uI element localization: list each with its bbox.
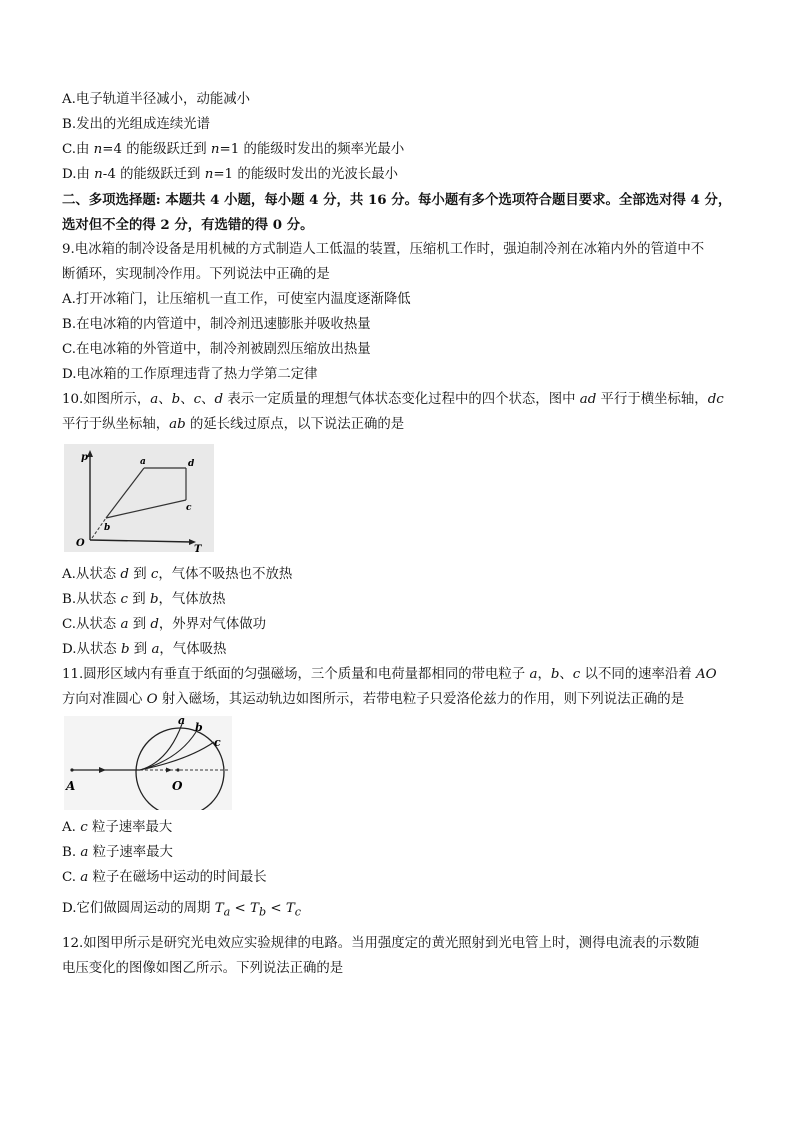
q10-pt-diagram-svg bbox=[64, 444, 214, 552]
q11-stem-line1: 11.圆形区域内有垂直于纸面的匀强磁场，三个质量和电荷量都相同的带电粒子 a，b、c 以不同的速率沿着 AO bbox=[62, 667, 717, 682]
label-A: A bbox=[66, 779, 76, 793]
q8-option-b: B.发出的光组成连续光谱 bbox=[62, 117, 211, 132]
q12-stem-line1: 12.如图甲所示是研究光电效应实验规律的电路。当用强度定的黄光照射到光电管上时，测得电流表的示数随 bbox=[62, 936, 700, 951]
label-O: O bbox=[76, 538, 85, 549]
point-a bbox=[70, 768, 73, 771]
q10-option-b: B.从状态 c 到 b，气体放热 bbox=[62, 592, 226, 607]
q9-stem-line2: 断循环，实现制冷作用。下列说法中正确的是 bbox=[62, 267, 330, 282]
q11-option-c: C. a 粒子在磁场中运动的时间最长 bbox=[62, 870, 267, 885]
q11-option-b: B. a 粒子速率最大 bbox=[62, 845, 173, 860]
q8-option-d: D.由 n-4 的能级跃迁到 n=1 的能级时发出的光波长最小 bbox=[62, 167, 399, 182]
label-O: O bbox=[172, 779, 183, 793]
q9-option-a: A.打开冰箱门，让压缩机一直工作，可使室内温度逐渐降低 bbox=[62, 292, 411, 307]
center-o bbox=[176, 768, 179, 771]
q10-pt-diagram bbox=[64, 444, 214, 552]
q12-stem-line2: 电压变化的图像如图乙所示。下列说法正确的是 bbox=[62, 961, 344, 976]
field-circle bbox=[136, 728, 224, 810]
label-d: d bbox=[188, 459, 195, 469]
label-c: c bbox=[214, 736, 221, 749]
section2-heading-line1: 二、多项选择题: 本题共 4 小题，每小题 4 分，共 16 分。每小题有多个选项符合题目要求。全部选对得 4 分， bbox=[62, 192, 732, 208]
label-b: b bbox=[104, 523, 111, 533]
q10-option-d: D.从状态 b 到 a，气体吸热 bbox=[62, 642, 227, 657]
label-T: T bbox=[194, 544, 202, 552]
q11-option-d: D.它们做圆周运动的周期 $T_a < T_b < T_c$ bbox=[62, 901, 302, 919]
label-a: a bbox=[140, 457, 146, 467]
q10-stem-line2: 平行于纵坐标轴，ab 的延长线过原点，以下说法正确的是 bbox=[62, 417, 405, 432]
label-a: a bbox=[178, 716, 186, 727]
q11-magnetic-field-diagram bbox=[64, 716, 232, 810]
q9-option-c: C.在电冰箱的外管道中，制冷剂被剧烈压缩放出热量 bbox=[62, 342, 371, 357]
label-p: p bbox=[81, 452, 88, 463]
q11-option-a: A. c 粒子速率最大 bbox=[62, 820, 173, 835]
q9-stem-line1: 9.电冰箱的制冷设备是用机械的方式制造人工低温的装置，压缩机工作时，强迫制冷剂在冰箱内外的管道中不 bbox=[62, 242, 705, 257]
t-axis bbox=[90, 540, 192, 542]
q8-option-c: C.由 n=4 的能级跃迁到 n=1 的能级时发出的频率光最小 bbox=[62, 142, 405, 157]
center-arrow-icon bbox=[166, 768, 172, 773]
q10-option-a: A.从状态 d 到 c，气体不吸热也不放热 bbox=[62, 567, 293, 582]
q11-magnetic-field-diagram-svg bbox=[64, 716, 232, 810]
label-b: b bbox=[195, 721, 203, 734]
label-c: c bbox=[186, 503, 192, 513]
q8-option-a: A.电子轨道半径减小，动能减小 bbox=[62, 92, 251, 107]
section2-heading-line2: 选对但不全的得 2 分，有选错的得 0 分。 bbox=[62, 217, 314, 233]
q11-stem-line2: 方向对准圆心 O 射入磁场，其运动轨边如图所示，若带电粒子只爱洛伦兹力的作用，则下列说法正确的是 bbox=[62, 692, 685, 707]
q9-option-d: D.电冰箱的工作原理违背了热力学第二定律 bbox=[62, 367, 318, 382]
q10-option-c: C.从状态 a 到 d，外界对气体做功 bbox=[62, 617, 267, 632]
incoming-arrow-icon bbox=[99, 767, 106, 773]
q9-option-b: B.在电冰箱的内管道中，制冷剂迅速膨胀并吸收热量 bbox=[62, 317, 371, 332]
q10-stem-line1: 10.如图所示，a、b、c、d 表示一定质量的理想气体状态变化过程中的四个状态，图中 ad 平行于横坐标轴，dc bbox=[62, 392, 724, 407]
trajectory-a bbox=[140, 724, 182, 770]
